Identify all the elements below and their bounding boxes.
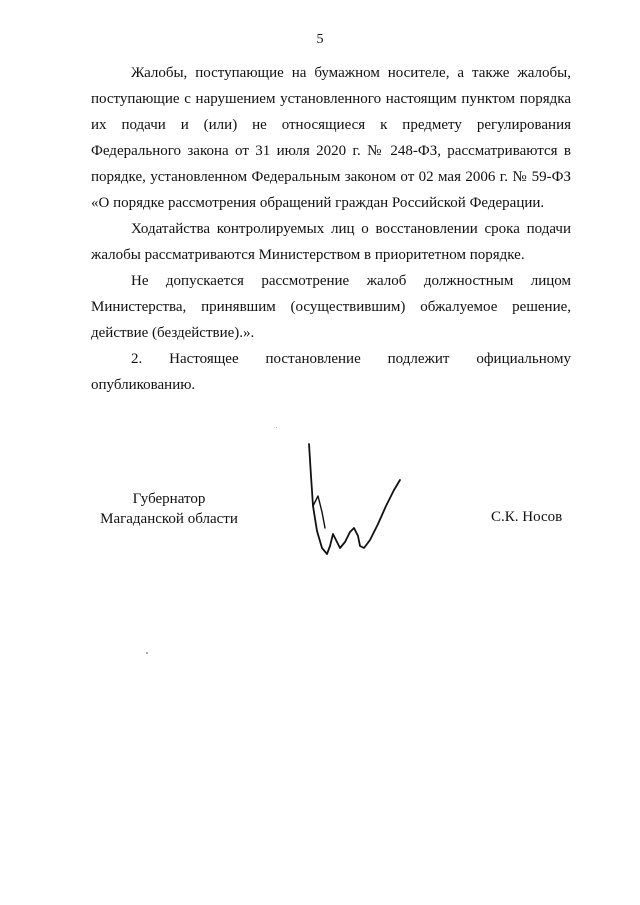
signer-name: С.К. Носов [491, 509, 563, 525]
scan-speck [276, 427, 277, 428]
handwritten-signature [300, 436, 410, 561]
governor-title [94, 489, 244, 529]
paragraph-review-restriction: Не допускается рассмотрение жалоб должностным лицом Министерства, принявшим (осуществившим) обжалуемое решение, действие (бездействие).». [91, 273, 571, 341]
governor-title-line2: Магаданской области [100, 511, 238, 527]
paragraph-complaints-handling: Жалобы, поступающие на бумажном носителе, а также жалобы, поступающие с нарушением установленного настоящим пунктом порядка их подачи и (или) не относящиеся к предмету регулирования Федерального закона от 31 июля 2020 г. № 248-ФЗ, рассматриваются в порядке, установленном Федеральным законом от 02 мая 2006 г. № 59-ФЗ «О порядке рассмотрения обращений граждан Российской Федерации. [91, 65, 571, 211]
governor-title-line1: Губернатор [132, 491, 206, 507]
paragraph-publication: 2. Настоящее постановление подлежит официальному опубликованию. [91, 351, 571, 393]
scan-speck [146, 652, 148, 654]
page-number: 5 [316, 32, 324, 47]
document-body [91, 60, 571, 398]
paragraph-petitions: Ходатайства контролируемых лиц о восстановлении срока подачи жалобы рассматриваются Министерством в приоритетном порядке. [91, 221, 571, 263]
